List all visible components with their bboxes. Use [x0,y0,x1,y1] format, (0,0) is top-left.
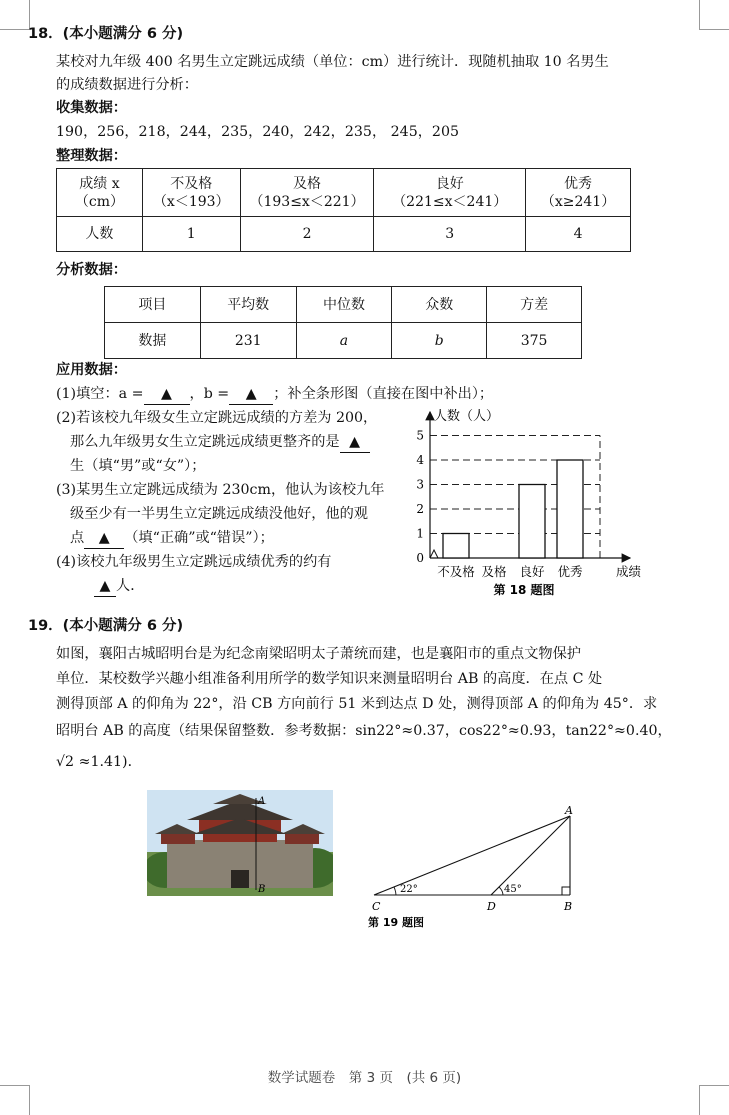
chart-y-label: 人数（人） [434,409,500,424]
angle-d-arc [499,887,503,895]
table1-count-cell: 2 [240,217,374,252]
q19-line5: √2 ≈1.41)． [56,754,142,770]
table1-header-cell: 优秀 [564,175,593,192]
table1-count-label: 人数 [57,217,143,252]
part2-line2 [70,432,370,453]
table1-header-cell: （221≤x＜241） [392,193,508,210]
q19-line4: 昭明台 AB 的高度（结果保留整数．参考数据：sin22°≈0.37，cos22°≈0.93，tan22°≈0.40， [56,723,672,739]
table1-count-cell: 3 [374,217,526,252]
blank-b: ▲ [229,384,273,405]
chart-category-label: 不及格 [437,564,475,579]
table2-header-cell: 众数 [392,287,487,323]
table2-value-cell: b [392,323,487,359]
chart-category-label: 及格 [481,564,507,579]
q18-header: 18．(本小题满分 6 分) [28,26,184,42]
chart-y-tick-label: 4 [416,453,424,467]
angle-d-label: 45° [504,884,522,895]
figure18-caption: 第 18 题图 [493,583,555,597]
blank-a: ▲ [144,384,190,405]
part1-prefix: (1)填空：a = [56,386,144,402]
chart-bar [557,460,583,558]
corner-mark-top-right [699,0,729,30]
table2-header-cell: 方差 [487,287,582,323]
table1-header-cell: 良好 [435,175,464,192]
collect-data: 190，256，218，244，235，240，242，235， 245，205 [56,124,459,140]
blank-part3: ▲ [84,528,124,549]
photo-label-a: A [258,796,266,807]
table1-header-cell: 不及格 [170,175,213,192]
q19-line3: 测得顶部 A 的仰角为 22°，沿 CB 方向前行 51 米到达点 D 处，测得顶部 A 的仰角为 45°．求 [56,696,658,712]
table1-count-cell: 4 [526,217,631,252]
q19-line1: 如图，襄阳古城昭明台是为纪念南梁昭明太子萧统而建，也是襄阳市的重点文物保护 [56,646,581,662]
corner-mark-bottom-left [0,1085,30,1115]
point-b-label: B [564,900,573,913]
part3-line2: 级至少有一半男生立定跳远成绩没他好，他的观 [70,506,368,522]
table1-count-cell: 1 [142,217,240,252]
part1-suffix: ；补全条形图（直接在图中补出）； [273,386,494,402]
photo-label-b: B [258,884,266,895]
chart-y-tick-label: 3 [416,477,424,492]
page-footer: 数学试题卷 第 3 页 (共 6 页) [267,1070,462,1086]
chart-y-tick-label: 5 [416,428,424,443]
bar-chart [404,404,654,600]
corner-mark-top-left [0,0,30,30]
part3-prefix: 点 [70,530,85,546]
blank-part4: ▲ [94,576,116,597]
table1-header-cell: （x≥241） [540,193,616,210]
chart-category-label: 良好 [519,564,545,579]
corner-mark-bottom-right [699,1085,729,1115]
chart-y-tick-label: 1 [416,526,424,541]
table1-header-cell: 成绩 x [79,175,120,192]
q18-intro-line2: 的成绩数据进行分析： [56,77,198,93]
part3-line3 [70,528,274,549]
table2-row-label: 数据 [105,323,201,359]
part4-line1: (4)该校九年级男生立定跳远成绩优秀的约有 [56,554,332,570]
table1-header-cell: 及格 [293,175,322,192]
part1-middle: ，b = [189,386,230,402]
part2-text: 那么九年级男女生立定跳远成绩更整齐的是 [70,434,340,450]
part2-line1: (2)若该校九年级女生立定跳远成绩的方差为 200， [56,410,378,426]
table1-header-cell: （193≤x＜221） [249,193,365,210]
frequency-table [56,168,631,252]
apply-title: 应用数据： [56,362,127,378]
table1-header-cell: （cm） [74,193,124,210]
analyze-title: 分析数据： [56,262,127,278]
collect-title: 收集数据： [56,100,127,116]
table2-value-cell: 231 [200,323,296,359]
right-angle-mark [562,887,570,895]
table2-header-cell: 平均数 [200,287,296,323]
chart-bar [519,485,545,559]
q19-header: 19．(本小题满分 6 分) [28,618,184,634]
statistics-table [104,286,582,359]
zhaoming-tower-photo [147,790,333,896]
chart-category-label: 优秀 [557,564,583,579]
table2-header-cell: 中位数 [296,287,392,323]
part1-line [56,384,493,405]
figure19-caption: 第 19 题图 [368,916,424,929]
table2-header-cell: 项目 [105,287,201,323]
point-d-label: D [487,900,496,913]
table1-header-cell: （x＜193） [152,193,230,210]
part3-suffix: （填“正确”或“错误”）； [124,530,274,546]
organize-title: 整理数据： [56,148,127,164]
table2-value-cell: 375 [487,323,582,359]
table2-value-cell: a [296,323,392,359]
chart-y-tick-label: 2 [416,502,424,516]
q18-intro-line1: 某校对九年级 400 名男生立定跳远成绩（单位：cm）进行统计．现随机抽取 10 名男生 [56,54,609,70]
axis-break-mark [430,550,438,558]
part3-line1: (3)某男生立定跳远成绩为 230cm，他认为该校九年 [56,482,385,498]
triangle-figure [360,804,590,934]
q19-line2: 单位．某校数学兴趣小组准备利用所学的数学知识来测量昭明台 AB 的高度．在点 C 处 [56,671,603,687]
chart-y-tick-label: 0 [416,551,424,565]
angle-c-label: 22° [400,884,418,895]
part4-line2 [94,576,144,597]
angle-c-arc [394,887,396,895]
segment-da [491,816,570,895]
point-a-label: A [565,804,573,817]
point-c-label: C [372,900,381,913]
part2-line3: 生（填“男”或“女”）； [70,458,206,474]
chart-x-label: 成绩 [616,564,642,579]
blank-part2: ▲ [340,432,370,453]
chart-bar [443,534,469,559]
part4-suffix: 人． [116,578,145,594]
